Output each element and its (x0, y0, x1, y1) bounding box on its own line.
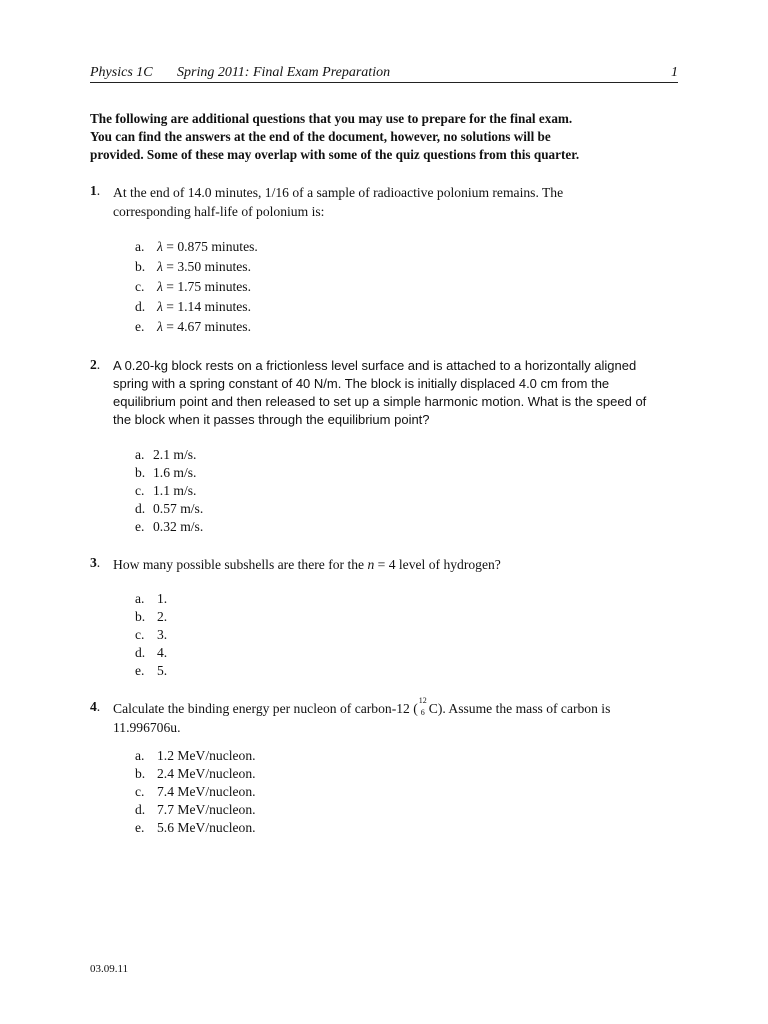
choice-value: 2.1 m/s. (153, 447, 197, 462)
question-text-line: spring with a spring constant of 40 N/m. The block is initially displaced 4.0 cm from the (113, 376, 610, 391)
choice-letter: a. (135, 591, 145, 606)
choice-value: 2. (157, 609, 168, 624)
choice-value: 1. (157, 591, 168, 606)
question-number: 3. (90, 555, 101, 570)
choice-value: = 0.875 minutes. (166, 239, 258, 254)
choice-letter: d. (135, 501, 146, 516)
choice-value: 7.4 MeV/nucleon. (157, 784, 256, 799)
exam-title: Spring 2011: Final Exam Preparation (177, 65, 391, 80)
choice-value: 0.32 m/s. (153, 519, 204, 534)
choice-letter: d. (135, 802, 146, 817)
question-text: How many possible subshells are there for the n = 4 level of hydrogen? (113, 557, 501, 572)
question-text (113, 183, 679, 221)
question-number: 4. (90, 699, 101, 714)
variable-n: n (367, 557, 375, 572)
choice-letter: b. (135, 465, 146, 480)
choice-value: 3. (157, 627, 168, 642)
choice-letter: c. (135, 483, 145, 498)
choice-letter: d. (135, 645, 146, 660)
lambda-symbol: λ (157, 259, 163, 274)
choice-letter: e. (135, 663, 145, 678)
intro-line: You can find the answers at the end of the document, however, no solutions will be (90, 129, 551, 144)
choice-letter: b. (135, 766, 146, 781)
choice-value: 1.6 m/s. (153, 465, 197, 480)
intro-line: The following are additional questions that you may use to prepare for the final exam. (90, 111, 573, 126)
question-text-line: corresponding half-life of polonium is: (113, 204, 325, 219)
choice-letter: c. (135, 279, 145, 294)
choice-letter: c. (135, 784, 145, 799)
lambda-symbol: λ (157, 279, 163, 294)
choice-value: = 3.50 minutes. (166, 259, 251, 274)
lambda-symbol: λ (157, 319, 163, 334)
question-text-line: the block when it passes through the equilibrium point? (113, 412, 430, 427)
question-number: 1. (90, 183, 101, 198)
choice-value: = 1.75 minutes. (166, 279, 251, 294)
choice-letter: a. (135, 447, 145, 462)
question-text-line: 11.996706u. (113, 720, 181, 735)
question-text (113, 357, 679, 429)
choice-value: 4. (157, 645, 168, 660)
question-text-line: A 0.20-kg block rests on a frictionless level surface and is attached to a horizontally aligned (113, 358, 637, 373)
choice-letter: d. (135, 299, 146, 314)
choice-letter: b. (135, 259, 146, 274)
choice-letter: e. (135, 319, 145, 334)
question-text-line: At the end of 14.0 minutes, 1/16 of a sample of radioactive polonium remains. The (113, 185, 564, 200)
footer-date: 03.09.11 (90, 963, 129, 975)
choice-letter: e. (135, 820, 145, 835)
choice-letter: e. (135, 519, 145, 534)
intro-line: provided. Some of these may overlap with some of the quiz questions from this quarter. (90, 147, 580, 162)
choice-letter: a. (135, 748, 145, 763)
page-header (90, 64, 678, 83)
choice-letter: c. (135, 627, 145, 642)
lambda-symbol: λ (157, 299, 163, 314)
choice-value: 7.7 MeV/nucleon. (157, 802, 256, 817)
question-number: 2. (90, 357, 101, 372)
choice-value: = 1.14 minutes. (166, 299, 251, 314)
choice-value: 5.6 MeV/nucleon. (157, 820, 256, 835)
choice-value: 5. (157, 663, 168, 678)
choice-value: 0.57 m/s. (153, 501, 204, 516)
page-number: 1 (671, 65, 678, 80)
question-text-line: equilibrium point and then released to set up a simple harmonic motion. What is the speed of (113, 394, 647, 409)
choice-letter: a. (135, 239, 145, 254)
course-title: Physics 1C (90, 65, 153, 80)
question-text (113, 696, 679, 737)
lambda-symbol: λ (157, 239, 163, 254)
question-text-line: Calculate the binding energy per nucleon of carbon-12 ( 12 6 C). Assume the mass of carbon is (113, 696, 611, 717)
carbon-12-isotope: 12 6 (418, 696, 427, 717)
choice-value: 1.2 MeV/nucleon. (157, 748, 256, 763)
choice-letter: b. (135, 609, 146, 624)
intro-paragraph (90, 110, 680, 164)
choice-value: 2.4 MeV/nucleon. (157, 766, 256, 781)
choice-value: = 4.67 minutes. (166, 319, 251, 334)
choice-value: 1.1 m/s. (153, 483, 197, 498)
